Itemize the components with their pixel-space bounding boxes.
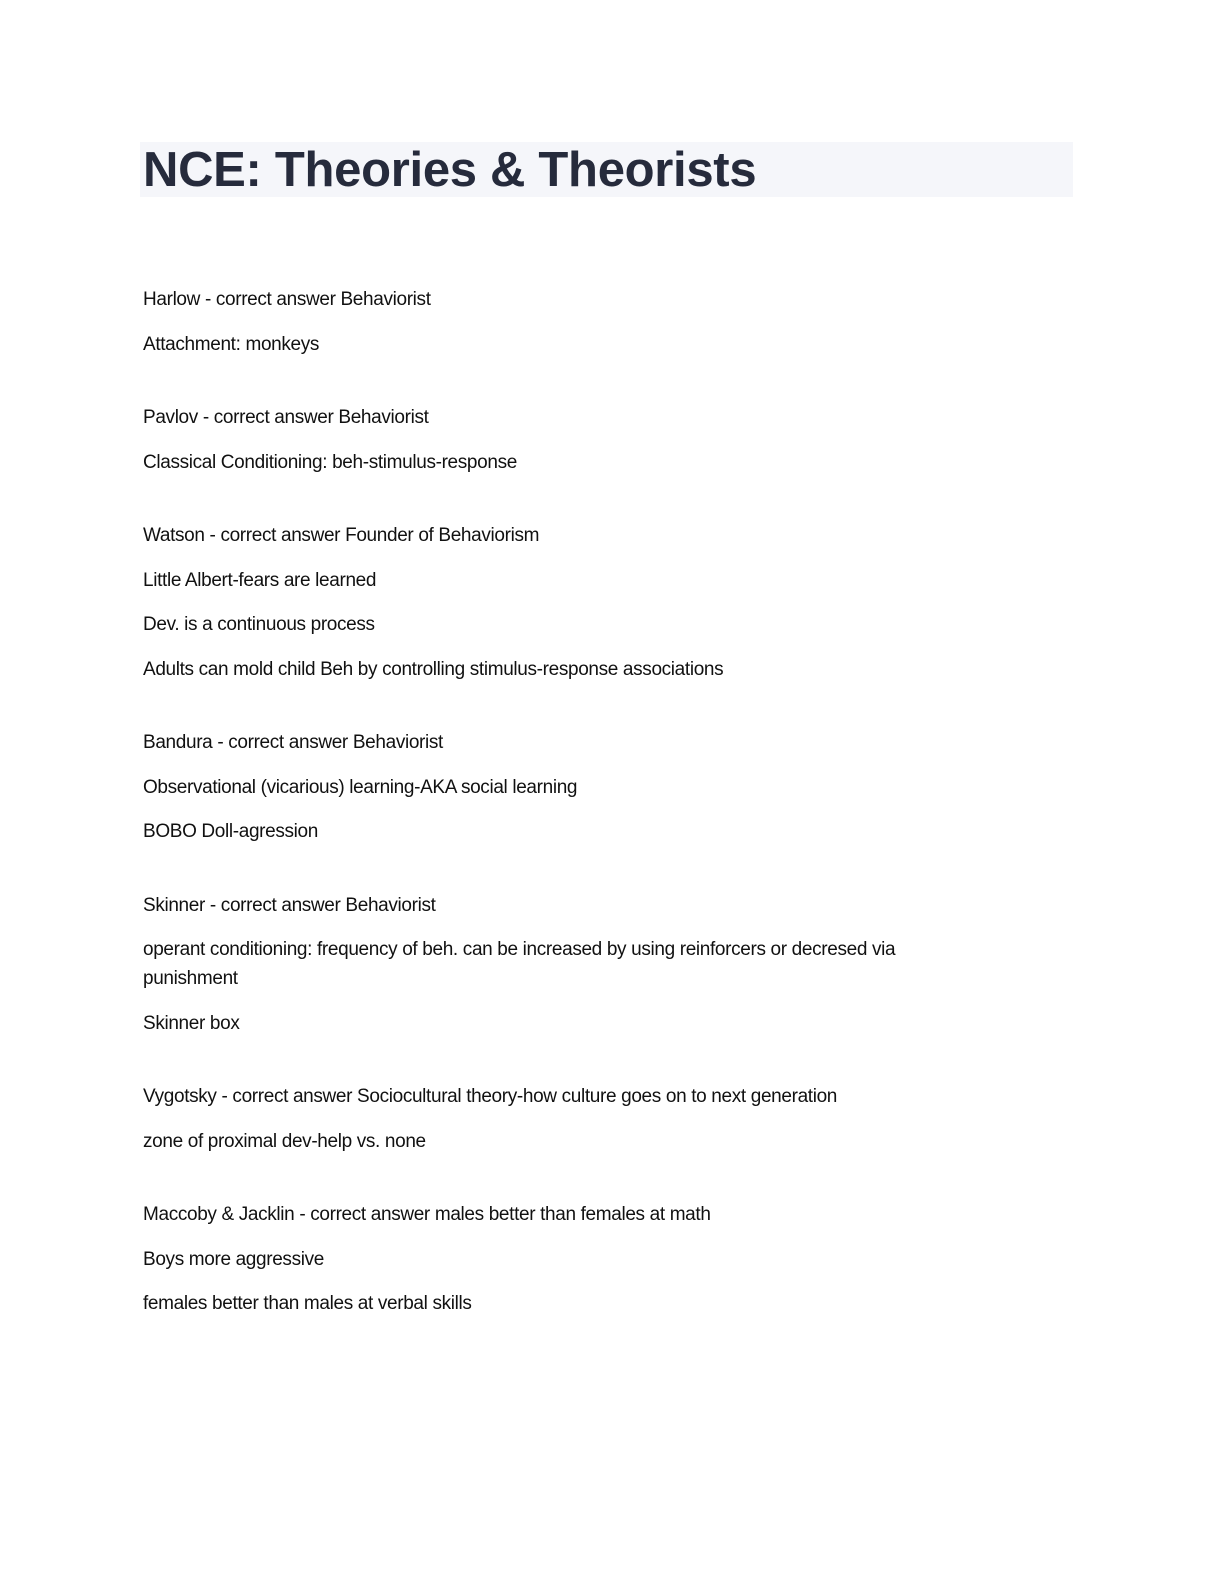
- entry-bandura: [143, 728, 1003, 846]
- entry-skinner: [143, 891, 1003, 1038]
- entry-maccoby-jacklin: [143, 1200, 1003, 1318]
- entry-detail: Observational (vicarious) learning-AKA social learning: [143, 776, 578, 798]
- entry-question: Skinner - correct answer Behaviorist: [143, 894, 436, 916]
- entry-detail: Dev. is a continuous process: [143, 614, 375, 635]
- entry-vygotsky: [143, 1082, 1003, 1156]
- entry-detail: operant conditioning: frequency of beh. can be increased by using reinforcers or decresed via punishment: [143, 939, 896, 989]
- entry-detail: Attachment: monkeys: [143, 333, 320, 355]
- flashcard-list: [143, 285, 1003, 1363]
- entry-watson: [143, 521, 1003, 684]
- page-title: NCE: Theories & Theorists: [143, 143, 757, 197]
- entry-question: Vygotsky - correct answer Sociocultural theory-how culture goes on to next generation: [143, 1086, 838, 1107]
- entry-detail: Boys more aggressive: [143, 1248, 324, 1270]
- entry-detail: Skinner box: [143, 1012, 240, 1034]
- entry-detail: BOBO Doll-agression: [143, 821, 318, 842]
- entry-pavlov: [143, 403, 1003, 477]
- entry-question: Bandura - correct answer Behaviorist: [143, 732, 443, 753]
- entry-question: Harlow - correct answer Behaviorist: [143, 289, 431, 310]
- entry-harlow: [143, 285, 1003, 359]
- entry-detail: Adults can mold child Beh by controlling stimulus-response associations: [143, 658, 724, 680]
- entry-detail: Little Albert-fears are learned: [143, 569, 377, 591]
- entry-question: Watson - correct answer Founder of Behaviorism: [143, 525, 540, 546]
- entry-question: Maccoby & Jacklin - correct answer males better than females at math: [143, 1204, 711, 1225]
- entry-detail: zone of proximal dev-help vs. none: [143, 1130, 426, 1152]
- entry-question: Pavlov - correct answer Behaviorist: [143, 407, 429, 428]
- entry-detail: females better than males at verbal skills: [143, 1293, 472, 1314]
- entry-detail: Classical Conditioning: beh-stimulus-response: [143, 451, 517, 473]
